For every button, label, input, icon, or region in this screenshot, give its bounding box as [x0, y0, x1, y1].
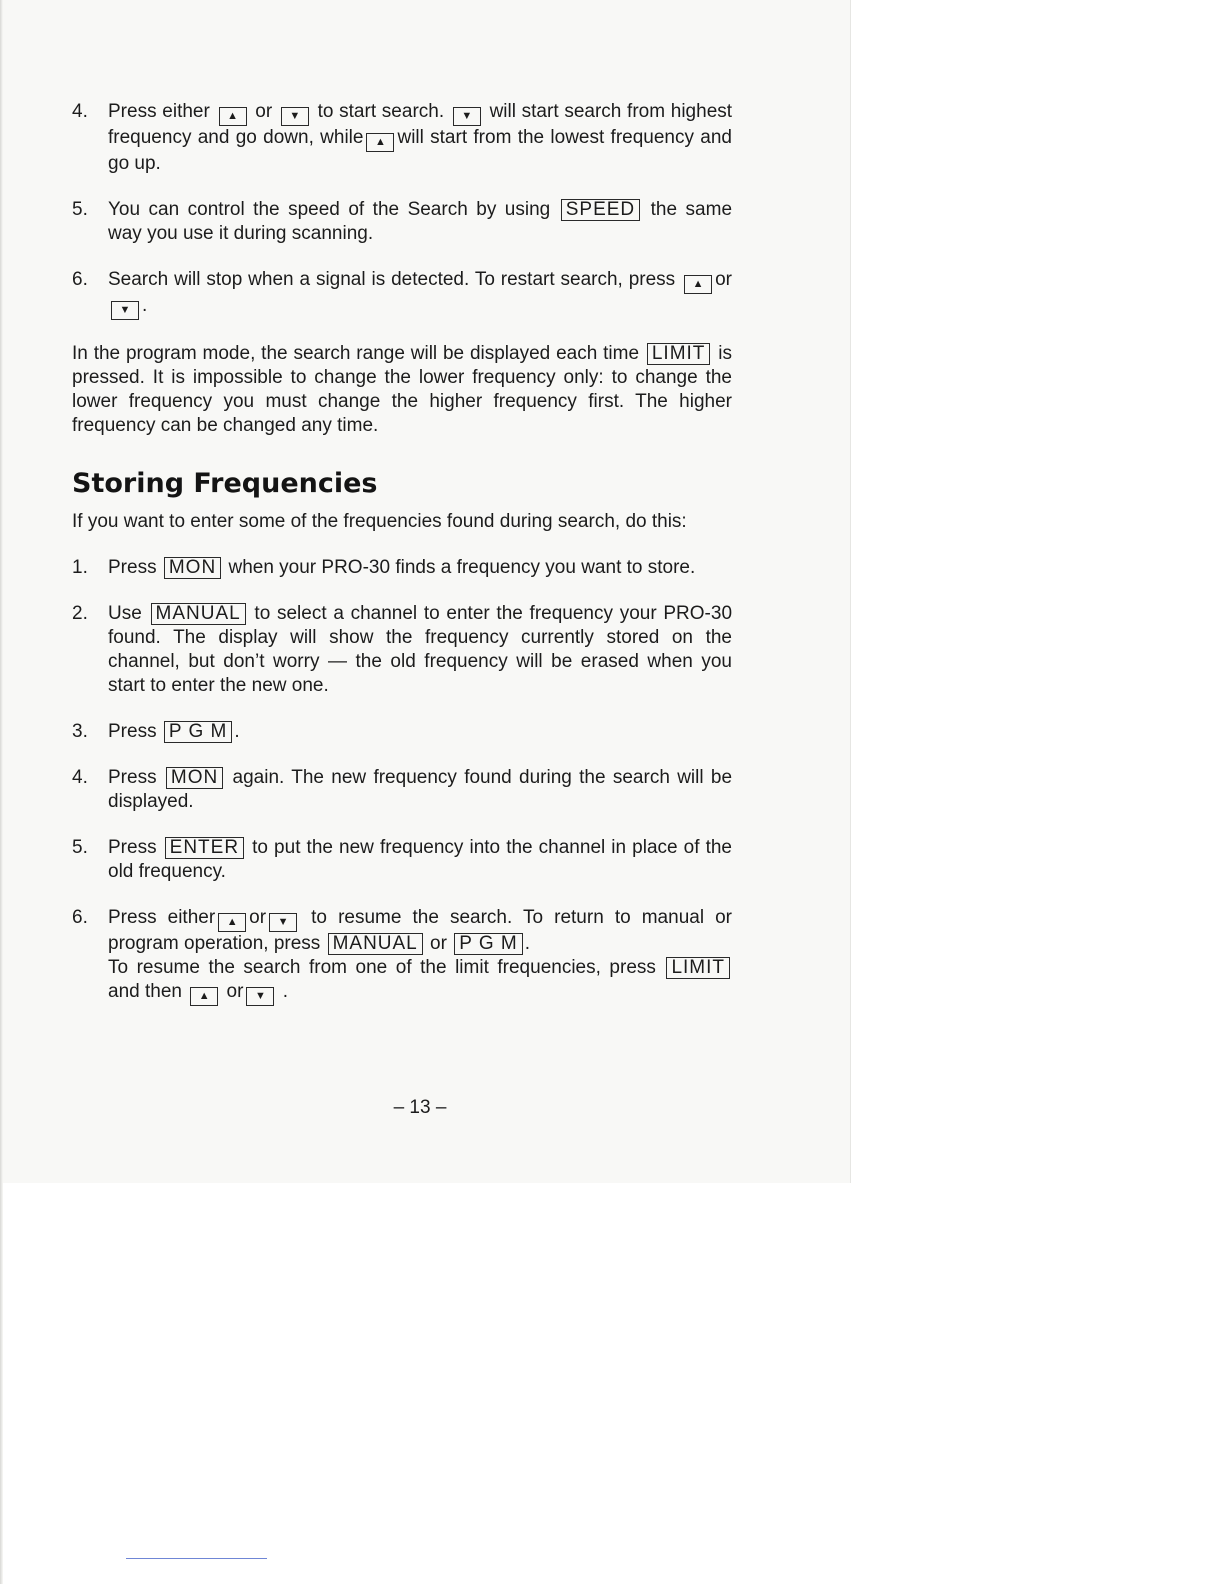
step-number: 4. [72, 101, 88, 122]
store-step-4: 4. Press MON again. The new frequency found during the search will be displayed. [72, 767, 733, 812]
bottom-rule [126, 1558, 267, 1559]
program-mode-note: In the program mode, the search range will be displayed each time LIMIT is pressed. It is impossible to change the lower frequency only: to change the lower frequency you must change the higher frequency first. The higher frequency can be changed any time. [72, 343, 732, 436]
down-key-icon: ▼ [281, 107, 309, 126]
step-number: 2. [72, 603, 88, 624]
speed-key: SPEED [561, 199, 640, 221]
up-key-icon: ▲ [190, 987, 218, 1006]
store-step-5: 5. Press ENTER to put the new frequency into the channel in place of the old frequency. [72, 837, 732, 882]
intro-paragraph: If you want to enter some of the frequencies found during search, do this: [72, 511, 687, 532]
page-number: – 13 – [393, 1097, 447, 1118]
step-number: 5. [72, 837, 88, 858]
step-number: 4. [72, 767, 88, 788]
step-number: 6. [72, 269, 88, 290]
down-key-icon: ▼ [453, 107, 481, 126]
store-step-2: 2. Use MANUAL to select a channel to enter the frequency your PRO-30 found. The display will show the frequency currently stored on the channel, but don’t worry — the old frequency will be erased when you start to enter the new one. [72, 603, 733, 696]
step-number: 5. [72, 199, 88, 220]
store-step-6: 6. Press either ▲ or ▼ to resume the search. To return to manual or program operation, press MANUAL or P G M . To resume the search from one of the limit frequencies, press LIMIT and then ▲ or ▼ . [72, 906, 732, 1006]
up-key-icon: ▲ [219, 107, 247, 126]
up-key-icon: ▲ [684, 275, 712, 294]
page-content [72, 100, 732, 1006]
search-step-4: 4. Press either ▲ or ▼ to start search. ▼ will start search from highest frequency and go down, while ▲ will start from the lowest frequency and go up. [72, 101, 733, 174]
store-step-3: 3. Press P G M . [72, 721, 240, 742]
step-number: 3. [72, 721, 88, 742]
up-key-icon: ▲ [218, 913, 246, 932]
limit-key: LIMIT [647, 343, 711, 365]
down-key-icon: ▼ [246, 987, 274, 1006]
section-heading: Storing Frequencies [72, 468, 378, 499]
pgm-key: P G M [164, 721, 233, 743]
limit-key: LIMIT [666, 957, 730, 979]
manual-key: MANUAL [151, 603, 246, 625]
page-edge-shadow [0, 0, 3, 1584]
down-key-icon: ▼ [111, 301, 139, 320]
mon-key: MON [164, 557, 221, 579]
enter-key: ENTER [165, 837, 244, 859]
store-step-1: 1. Press MON when your PRO-30 finds a frequency you want to store. [72, 557, 696, 578]
manual-key: MANUAL [328, 933, 423, 955]
step-number: 1. [72, 557, 88, 578]
down-key-icon: ▼ [269, 913, 297, 932]
step-number: 6. [72, 907, 88, 928]
up-key-icon: ▲ [366, 133, 394, 152]
pgm-key: P G M [454, 933, 523, 955]
search-step-6: 6. Search will stop when a signal is detected. To restart search, press ▲ or▼ . [72, 268, 732, 320]
mon-key: MON [166, 767, 223, 789]
search-step-5: 5. You can control the speed of the Search by using SPEED the same way you use it during scanning. [72, 199, 733, 244]
